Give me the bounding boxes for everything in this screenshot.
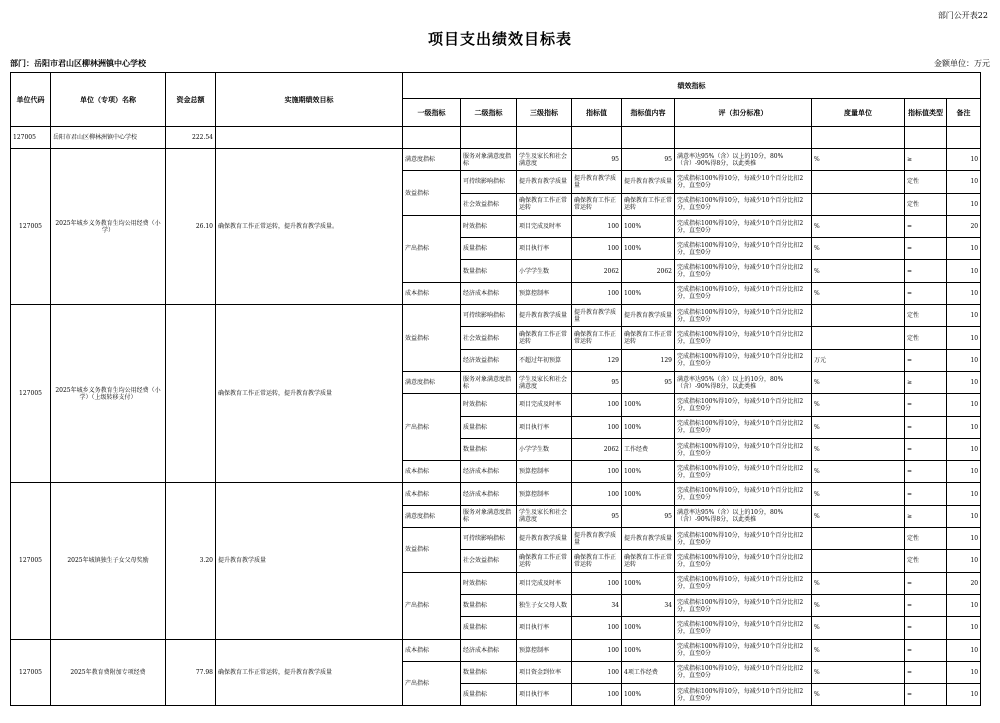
content-cell: 100% <box>622 639 675 661</box>
level2-cell: 可持续影响指标 <box>461 305 517 327</box>
content-cell: 100% <box>622 572 675 594</box>
content-cell: 100% <box>622 416 675 438</box>
level2-cell: 社会效益指标 <box>461 550 517 572</box>
value-cell: 100 <box>572 639 622 661</box>
criteria-cell: 完成指标100%得10分，每减少10个百分比扣2分，直至0分 <box>675 550 812 572</box>
note-cell: 10 <box>947 305 981 327</box>
content-cell: 4项工作经费 <box>622 661 675 683</box>
level1-cell: 产出指标 <box>403 661 461 706</box>
measure-unit-cell: % <box>812 238 905 260</box>
note-cell: 10 <box>947 661 981 683</box>
criteria-cell: 完成指标100%得10分，每减少10个百分比扣2分，直至0分 <box>675 617 812 639</box>
value-cell: 100 <box>572 661 622 683</box>
col-total-funds: 资金总额 <box>166 73 216 127</box>
level3-cell: 预算控制率 <box>517 639 572 661</box>
project-code: 127005 <box>11 483 51 639</box>
criteria-cell: 完成指标100%得10分，每减少10个百分比扣2分，直至0分 <box>675 193 812 215</box>
level2-cell: 数量指标 <box>461 661 517 683</box>
type-cell: = <box>905 394 947 416</box>
note-cell: 10 <box>947 371 981 393</box>
project-goal: 提升教育教学质量 <box>216 483 403 639</box>
value-cell: 2062 <box>572 438 622 460</box>
value-cell: 100 <box>572 394 622 416</box>
criteria-cell: 满意率达95%（含）以上的10分，80%（含）-90%得8分，以此类推 <box>675 371 812 393</box>
value-cell: 100 <box>572 238 622 260</box>
type-cell: ≥ <box>905 505 947 527</box>
project-code: 127005 <box>11 305 51 483</box>
note-cell: 10 <box>947 594 981 616</box>
type-cell: ≥ <box>905 149 947 171</box>
criteria-cell: 完成指标100%得10分，每减少10个百分比扣2分，直至0分 <box>675 282 812 304</box>
value-cell: 34 <box>572 594 622 616</box>
level2-cell: 数量指标 <box>461 438 517 460</box>
type-cell: 定性 <box>905 327 947 349</box>
col-content: 指标值内容 <box>622 99 675 127</box>
table-row <box>11 483 981 505</box>
level2-cell: 社会效益指标 <box>461 327 517 349</box>
level1-cell: 成本指标 <box>403 282 461 304</box>
criteria-cell: 完成指标100%得10分，每减少10个百分比扣2分，直至0分 <box>675 416 812 438</box>
level3-cell: 确保教育工作正常运转 <box>517 193 572 215</box>
level2-cell: 服务对象满意度指标 <box>461 505 517 527</box>
level3-cell: 确保教育工作正常运转 <box>517 550 572 572</box>
summary-code: 127005 <box>11 127 51 149</box>
criteria-cell: 满意率达95%（含）以上的10分，80%（含）-90%得8分，以此类推 <box>675 505 812 527</box>
level3-cell: 不超过年初预算 <box>517 349 572 371</box>
col-level2: 二级指标 <box>461 99 517 127</box>
criteria-cell: 完成指标100%得10分，每减少10个百分比扣2分，直至0分 <box>675 394 812 416</box>
department-label: 部门：岳阳市君山区柳林洲镇中心学校 <box>10 58 146 68</box>
project-total: 77.98 <box>166 639 216 706</box>
col-perf-group: 绩效指标 <box>403 73 981 99</box>
note-cell: 10 <box>947 528 981 550</box>
level3-cell: 独生子女父母人数 <box>517 594 572 616</box>
level2-cell: 经济效益指标 <box>461 349 517 371</box>
note-cell: 10 <box>947 193 981 215</box>
level3-cell: 项目执行率 <box>517 416 572 438</box>
type-cell: = <box>905 639 947 661</box>
note-cell: 20 <box>947 572 981 594</box>
content-cell: 确保教育工作正常运转 <box>622 550 675 572</box>
level3-cell: 预算控制率 <box>517 483 572 505</box>
note-cell: 20 <box>947 215 981 237</box>
measure-unit-cell: % <box>812 639 905 661</box>
measure-unit-cell: % <box>812 594 905 616</box>
criteria-cell: 完成指标100%得10分，每减少10个百分比扣2分，直至0分 <box>675 684 812 706</box>
level1-cell: 满意度指标 <box>403 505 461 527</box>
project-total: 3.20 <box>166 483 216 639</box>
level3-cell: 小学学生数 <box>517 438 572 460</box>
content-cell: 确保教育工作正常运转 <box>622 193 675 215</box>
value-cell: 95 <box>572 149 622 171</box>
col-goal: 实施期绩效目标 <box>216 73 403 127</box>
level3-cell: 提升教育教学质量 <box>517 305 572 327</box>
measure-unit-cell: % <box>812 617 905 639</box>
content-cell: 100% <box>622 394 675 416</box>
level2-cell: 可持续影响指标 <box>461 528 517 550</box>
type-cell: = <box>905 215 947 237</box>
project-name: 2025年教育费附加专项经费 <box>51 639 166 706</box>
level3-cell: 项目完成及时率 <box>517 215 572 237</box>
project-total: 26.10 <box>166 149 216 305</box>
value-cell: 提升教育教学质量 <box>572 171 622 193</box>
project-name: 2025年城镇独生子女父母奖励 <box>51 483 166 639</box>
level2-cell: 可持续影响指标 <box>461 171 517 193</box>
col-note: 备注 <box>947 99 981 127</box>
table-row <box>11 149 981 171</box>
type-cell: = <box>905 461 947 483</box>
type-cell: 定性 <box>905 193 947 215</box>
level3-cell: 学生及家长和社会满意度 <box>517 505 572 527</box>
col-type: 指标值类型 <box>905 99 947 127</box>
level3-cell: 预算控制率 <box>517 461 572 483</box>
measure-unit-cell <box>812 193 905 215</box>
criteria-cell: 完成指标100%得10分，每减少10个百分比扣2分，直至0分 <box>675 594 812 616</box>
table-row <box>11 305 981 327</box>
note-cell: 10 <box>947 394 981 416</box>
measure-unit-cell <box>812 528 905 550</box>
note-cell: 10 <box>947 260 981 282</box>
col-unit-name: 单位（专项）名称 <box>51 73 166 127</box>
type-cell: = <box>905 661 947 683</box>
measure-unit-cell <box>812 171 905 193</box>
criteria-cell: 完成指标100%得10分，每减少10个百分比扣2分，直至0分 <box>675 639 812 661</box>
note-cell: 10 <box>947 327 981 349</box>
value-cell: 100 <box>572 461 622 483</box>
level3-cell: 学生及家长和社会满意度 <box>517 149 572 171</box>
project-goal: 确保教育工作正常运转，提升教育教学质量。 <box>216 149 403 305</box>
level2-cell: 服务对象满意度指标 <box>461 149 517 171</box>
level2-cell: 质量指标 <box>461 416 517 438</box>
measure-unit-cell: % <box>812 505 905 527</box>
level2-cell: 经济成本指标 <box>461 639 517 661</box>
type-cell: ≥ <box>905 371 947 393</box>
content-cell: 确保教育工作正常运转 <box>622 327 675 349</box>
level3-cell: 提升教育教学质量 <box>517 528 572 550</box>
measure-unit-cell: % <box>812 416 905 438</box>
value-cell: 提升教育教学质量 <box>572 305 622 327</box>
col-level3: 三级指标 <box>517 99 572 127</box>
content-cell: 提升教育教学质量 <box>622 305 675 327</box>
measure-unit-cell: % <box>812 394 905 416</box>
type-cell: = <box>905 617 947 639</box>
value-cell: 提升教育教学质量 <box>572 528 622 550</box>
measure-unit-cell: % <box>812 438 905 460</box>
level3-cell: 确保教育工作正常运转 <box>517 327 572 349</box>
criteria-cell: 完成指标100%得10分，每减少10个百分比扣2分，直至0分 <box>675 661 812 683</box>
level1-cell: 产出指标 <box>403 572 461 639</box>
measure-unit-cell: 万元 <box>812 349 905 371</box>
project-name: 2025年城乡义务教育生均公用经费（小学） <box>51 149 166 305</box>
measure-unit-cell: % <box>812 371 905 393</box>
note-cell: 10 <box>947 461 981 483</box>
content-cell: 100% <box>622 282 675 304</box>
value-cell: 100 <box>572 684 622 706</box>
project-code: 127005 <box>11 639 51 706</box>
table-row <box>11 639 981 661</box>
value-cell: 95 <box>572 505 622 527</box>
level2-cell: 质量指标 <box>461 617 517 639</box>
value-cell: 100 <box>572 215 622 237</box>
criteria-cell: 完成指标100%得10分，每减少10个百分比扣2分，直至0分 <box>675 528 812 550</box>
criteria-cell: 完成指标100%得10分，每减少10个百分比扣2分，直至0分 <box>675 305 812 327</box>
criteria-cell: 完成指标100%得10分，每减少10个百分比扣2分，直至0分 <box>675 572 812 594</box>
content-cell: 提升教育教学质量 <box>622 171 675 193</box>
type-cell: = <box>905 438 947 460</box>
note-cell: 10 <box>947 238 981 260</box>
value-cell: 确保教育工作正常运转 <box>572 193 622 215</box>
level2-cell: 时效指标 <box>461 215 517 237</box>
level1-cell: 成本指标 <box>403 483 461 505</box>
level3-cell: 预算控制率 <box>517 282 572 304</box>
level1-cell: 满意度指标 <box>403 149 461 171</box>
level3-cell: 学生及家长和社会满意度 <box>517 371 572 393</box>
measure-unit-cell <box>812 327 905 349</box>
type-cell: 定性 <box>905 305 947 327</box>
type-cell: 定性 <box>905 171 947 193</box>
level2-cell: 服务对象满意度指标 <box>461 371 517 393</box>
content-cell: 129 <box>622 349 675 371</box>
value-cell: 100 <box>572 483 622 505</box>
project-goal: 确保教育工作正常运转，提升教育教学质量 <box>216 639 403 706</box>
content-cell: 提升教育教学质量 <box>622 528 675 550</box>
level1-cell: 成本指标 <box>403 461 461 483</box>
col-value: 指标值 <box>572 99 622 127</box>
col-unit-code: 单位代码 <box>11 73 51 127</box>
level3-cell: 项目执行率 <box>517 238 572 260</box>
measure-unit-cell: % <box>812 215 905 237</box>
level3-cell: 项目完成及时率 <box>517 394 572 416</box>
summary-name: 岳阳市君山区柳林洲镇中心学校 <box>51 127 166 149</box>
criteria-cell: 完成指标100%得10分，每减少10个百分比扣2分，直至0分 <box>675 238 812 260</box>
level3-cell: 项目资金到位率 <box>517 661 572 683</box>
level1-cell: 效益指标 <box>403 305 461 372</box>
level3-cell: 提升教育教学质量 <box>517 171 572 193</box>
page-title: 项目支出绩效目标表 <box>427 30 572 48</box>
measure-unit-cell: % <box>812 483 905 505</box>
level1-cell: 产出指标 <box>403 215 461 282</box>
measure-unit-cell: % <box>812 149 905 171</box>
criteria-cell: 完成指标100%得10分，每减少10个百分比扣2分，直至0分 <box>675 327 812 349</box>
note-cell: 10 <box>947 171 981 193</box>
type-cell: = <box>905 282 947 304</box>
level2-cell: 社会效益指标 <box>461 193 517 215</box>
measure-unit-cell <box>812 550 905 572</box>
form-code: 部门公开表22 <box>937 11 988 20</box>
project-name: 2025年城乡义务教育生均公用经费（小学）（上级转移支付） <box>51 305 166 483</box>
type-cell: = <box>905 483 947 505</box>
type-cell: = <box>905 572 947 594</box>
note-cell: 10 <box>947 617 981 639</box>
note-cell: 10 <box>947 550 981 572</box>
level1-cell: 产出指标 <box>403 394 461 461</box>
value-cell: 129 <box>572 349 622 371</box>
project-total <box>166 305 216 483</box>
col-measure-unit: 度量单位 <box>812 99 905 127</box>
value-cell: 100 <box>572 416 622 438</box>
level1-cell: 效益指标 <box>403 528 461 573</box>
type-cell: = <box>905 238 947 260</box>
measure-unit-cell: % <box>812 282 905 304</box>
note-cell: 10 <box>947 282 981 304</box>
type-cell: = <box>905 416 947 438</box>
value-cell: 2062 <box>572 260 622 282</box>
measure-unit-cell: % <box>812 260 905 282</box>
content-cell: 2062 <box>622 260 675 282</box>
level2-cell: 时效指标 <box>461 572 517 594</box>
measure-unit-cell: % <box>812 684 905 706</box>
criteria-cell: 完成指标100%得10分，每减少10个百分比扣2分，直至0分 <box>675 438 812 460</box>
criteria-cell: 完成指标100%得10分，每减少10个百分比扣2分，直至0分 <box>675 215 812 237</box>
content-cell: 100% <box>622 684 675 706</box>
value-cell: 100 <box>572 572 622 594</box>
level2-cell: 质量指标 <box>461 684 517 706</box>
note-cell: 10 <box>947 416 981 438</box>
type-cell: 定性 <box>905 550 947 572</box>
level3-cell: 项目执行率 <box>517 684 572 706</box>
level1-cell: 成本指标 <box>403 639 461 661</box>
criteria-cell: 完成指标100%得10分，每减少10个百分比扣2分，直至0分 <box>675 461 812 483</box>
level2-cell: 时效指标 <box>461 394 517 416</box>
criteria-cell: 满意率达95%（含）以上的10分，80%（含）-90%得8分，以此类推 <box>675 149 812 171</box>
value-cell: 100 <box>572 617 622 639</box>
summary-row <box>11 127 981 149</box>
level3-cell: 项目完成及时率 <box>517 572 572 594</box>
value-cell: 确保教育工作正常运转 <box>572 327 622 349</box>
type-cell: = <box>905 349 947 371</box>
note-cell: 10 <box>947 149 981 171</box>
level3-cell: 小学学生数 <box>517 260 572 282</box>
note-cell: 10 <box>947 684 981 706</box>
content-cell: 95 <box>622 371 675 393</box>
criteria-cell: 完成指标100%得10分，每减少10个百分比扣2分，直至0分 <box>675 171 812 193</box>
content-cell: 工作经费 <box>622 438 675 460</box>
type-cell: = <box>905 260 947 282</box>
type-cell: 定性 <box>905 528 947 550</box>
level2-cell: 经济成本指标 <box>461 282 517 304</box>
measure-unit-cell: % <box>812 461 905 483</box>
note-cell: 10 <box>947 639 981 661</box>
level2-cell: 数量指标 <box>461 260 517 282</box>
content-cell: 34 <box>622 594 675 616</box>
measure-unit-cell: % <box>812 661 905 683</box>
level2-cell: 数量指标 <box>461 594 517 616</box>
note-cell: 10 <box>947 438 981 460</box>
project-goal: 确保教育工作正常运转，提升教育教学质量 <box>216 305 403 483</box>
performance-table <box>10 72 981 706</box>
note-cell: 10 <box>947 349 981 371</box>
measure-unit-cell: % <box>812 572 905 594</box>
criteria-cell: 完成指标100%得10分，每减少10个百分比扣2分，直至0分 <box>675 483 812 505</box>
amount-unit-label: 金额单位：万元 <box>934 59 990 68</box>
type-cell: = <box>905 594 947 616</box>
content-cell: 100% <box>622 215 675 237</box>
type-cell: = <box>905 684 947 706</box>
content-cell: 100% <box>622 617 675 639</box>
content-cell: 100% <box>622 461 675 483</box>
note-cell: 10 <box>947 505 981 527</box>
criteria-cell: 完成指标100%得10分，每减少10个百分比扣2分，直至0分 <box>675 260 812 282</box>
note-cell: 10 <box>947 483 981 505</box>
content-cell: 100% <box>622 483 675 505</box>
level1-cell: 效益指标 <box>403 171 461 216</box>
value-cell: 100 <box>572 282 622 304</box>
value-cell: 确保教育工作正常运转 <box>572 550 622 572</box>
content-cell: 95 <box>622 505 675 527</box>
col-criteria: 评（扣分标准） <box>675 99 812 127</box>
level3-cell: 项目执行率 <box>517 617 572 639</box>
content-cell: 100% <box>622 238 675 260</box>
level1-cell: 满意度指标 <box>403 371 461 393</box>
level2-cell: 质量指标 <box>461 238 517 260</box>
content-cell: 95 <box>622 149 675 171</box>
level2-cell: 经济成本指标 <box>461 483 517 505</box>
summary-total: 222.54 <box>166 127 216 149</box>
level2-cell: 经济成本指标 <box>461 461 517 483</box>
measure-unit-cell <box>812 305 905 327</box>
criteria-cell: 完成指标100%得10分，每减少10个百分比扣2分，直至0分 <box>675 349 812 371</box>
project-code: 127005 <box>11 149 51 305</box>
col-level1: 一级指标 <box>403 99 461 127</box>
value-cell: 95 <box>572 371 622 393</box>
